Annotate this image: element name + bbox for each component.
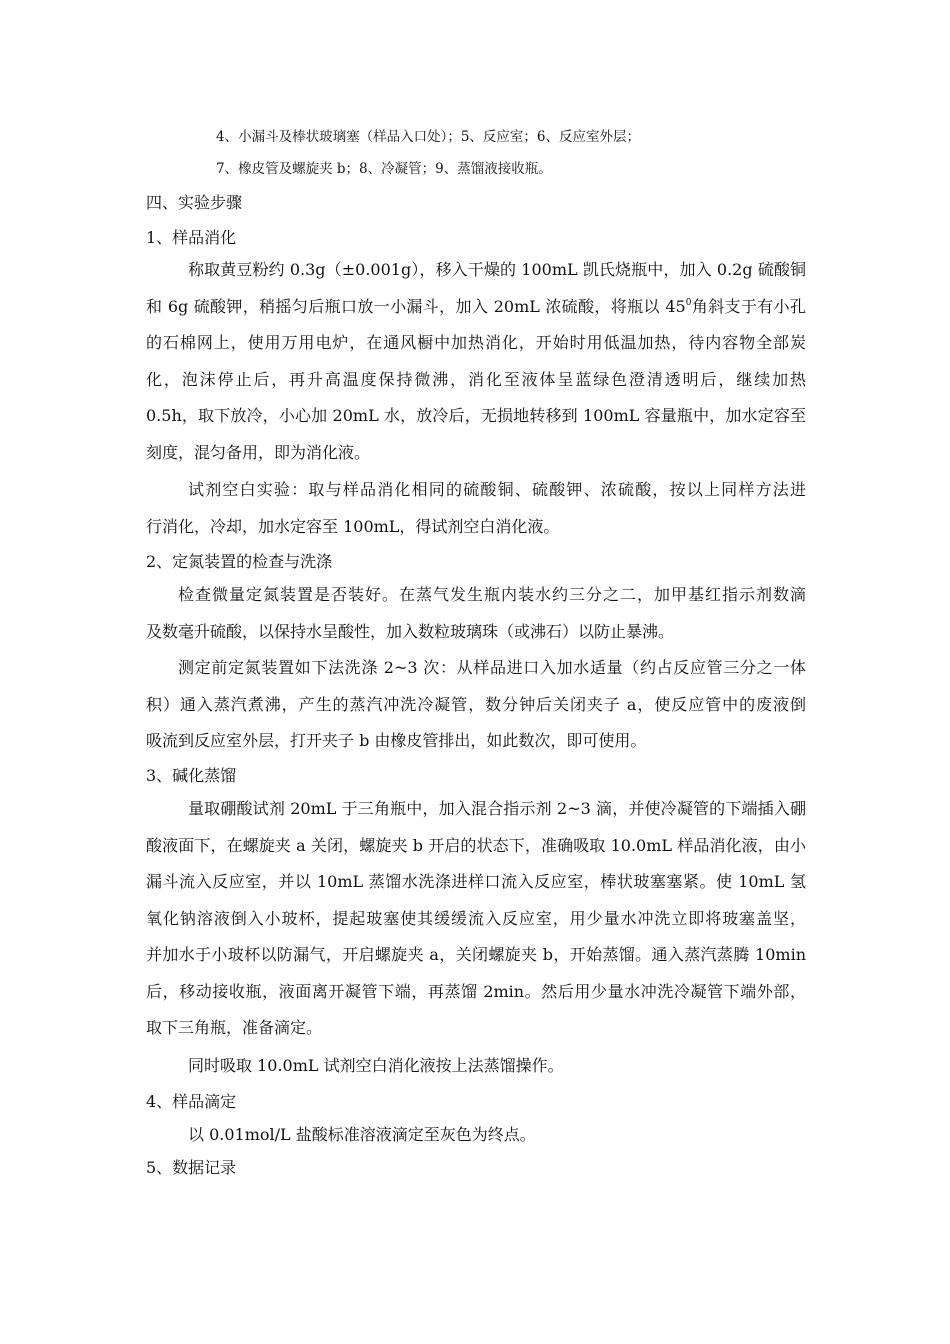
step3-paragraph-2 [146, 1048, 806, 1085]
text-line: 吸流到反应室外层，打开夹子 b 由橡皮管排出，如此数次，即可使用。 [146, 731, 647, 750]
text-line: 以 0.01mol/L 盐酸标准溶液滴定至灰色为终点。 [188, 1125, 536, 1144]
step2-paragraph-1 [146, 577, 806, 650]
figure-caption-line-2: 7、橡皮管及螺旋夹 b；8、冷凝管；9、蒸馏液接收瓶。 [216, 161, 552, 177]
text-line: 检查微量定氮装置是否装好。在蒸气发生瓶内装水约三分之二，加甲基红指示剂数滴 [178, 585, 806, 604]
step3-title: 3、碱化蒸馏 [146, 766, 237, 785]
step1-paragraph-2 [146, 472, 806, 545]
step5-title: 5、数据记录 [146, 1158, 237, 1177]
text-line: 及数毫升硫酸，以保持水呈酸性，加入数粒玻璃珠（或沸石）以防止暴沸。 [146, 621, 675, 641]
step3-paragraph-1 [146, 791, 806, 1047]
text-line: 取下三角瓶，准备滴定。 [146, 1018, 323, 1037]
text-line: 酸液面下，在螺旋夹 a 关闭，螺旋夹 b 开启的状态下，准确吸取 10.0mL 样品消化液，由小 [146, 835, 806, 855]
text-line: 后，移动接收瓶，液面离开凝管下端，再蒸馏 2min。然后用少量水冲洗冷凝管下端外部， [146, 981, 806, 1001]
step2-paragraph-2 [146, 650, 806, 760]
text-line: 并加水于小玻杯以防漏气，开启螺旋夹 a，关闭螺旋夹 b，开始蒸馏。通入蒸汽蒸腾 10min [146, 945, 806, 964]
section-title: 四、实验步骤 [146, 193, 243, 212]
step1-title: 1、样品消化 [146, 228, 237, 247]
step4-title: 4、样品滴定 [146, 1092, 237, 1111]
text-line: 试剂空白实验：取与样品消化相同的硫酸铜、硫酸钾、浓硫酸，按以上同样方法进 [188, 480, 806, 499]
text-line: 的石棉网上，使用万用电炉，在通风橱中加热消化，开始时用低温加热，待内容物全部炭 [146, 333, 806, 352]
figure-caption-line-1: 4、小漏斗及棒状玻璃塞（样品入口处）；5、反应室；6、反应室外层； [216, 129, 641, 145]
text-line: 漏斗流入反应室，并以 10mL 蒸馏水洗涤进样口流入反应室，棒状玻塞塞紧。使 10mL 氢 [146, 872, 806, 891]
text-line: 测定前定氮装置如下法洗涤 2~3 次：从样品进口入加水适量（约占反应管三分之一体 [178, 658, 806, 677]
text-segment: 和 6g 硫酸钾，稍摇匀后瓶口放一小漏斗，加入 20mL 浓硫酸，将瓶以 45 [146, 296, 686, 316]
text-line: 行消化，冷却，加水定容至 100mL，得试剂空白消化液。 [146, 516, 560, 536]
text-line: 积）通入蒸汽煮沸，产生的蒸汽冲洗冷凝管，数分钟后关闭夹子 a，使反应管中的废液倒 [146, 694, 806, 714]
step2-title: 2、定氮装置的检查与洗涤 [146, 552, 333, 571]
text-line: 0.5h，取下放冷，小心加 20mL 水，放冷后，无损地转移到 100mL 容量瓶中，加水定容至 [146, 406, 806, 425]
text-line: 氧化钠溶液倒入小玻杯，提起玻塞使其缓缓流入反应室，用少量水冲洗立即将玻塞盖坚， [146, 908, 806, 928]
step4-paragraph-1 [146, 1117, 806, 1154]
text-segment: 角斜支于有小孔 [691, 296, 806, 316]
text-line: 刻度，混匀备用，即为消化液。 [146, 442, 371, 462]
degree-superscript: 0 [685, 297, 692, 308]
text-line: 量取硼酸试剂 20mL 于三角瓶中，加入混合指示剂 2~3 滴，并使冷凝管的下端插入硼 [188, 799, 806, 818]
text-line: 同时吸取 10.0mL 试剂空白消化液按上法蒸馏操作。 [188, 1056, 564, 1075]
step1-paragraph-1 [146, 252, 806, 471]
text-line: 称取黄豆粉约 0.3g（±0.001g），移入干燥的 100mL 凯氏烧瓶中，加入 0.2g 硫酸铜 [188, 260, 806, 279]
text-line: 化，泡沫停止后，再升高温度保持微沸，消化至液体呈蓝绿色澄清透明后，继续加热 [146, 369, 806, 389]
text-line [146, 289, 806, 326]
